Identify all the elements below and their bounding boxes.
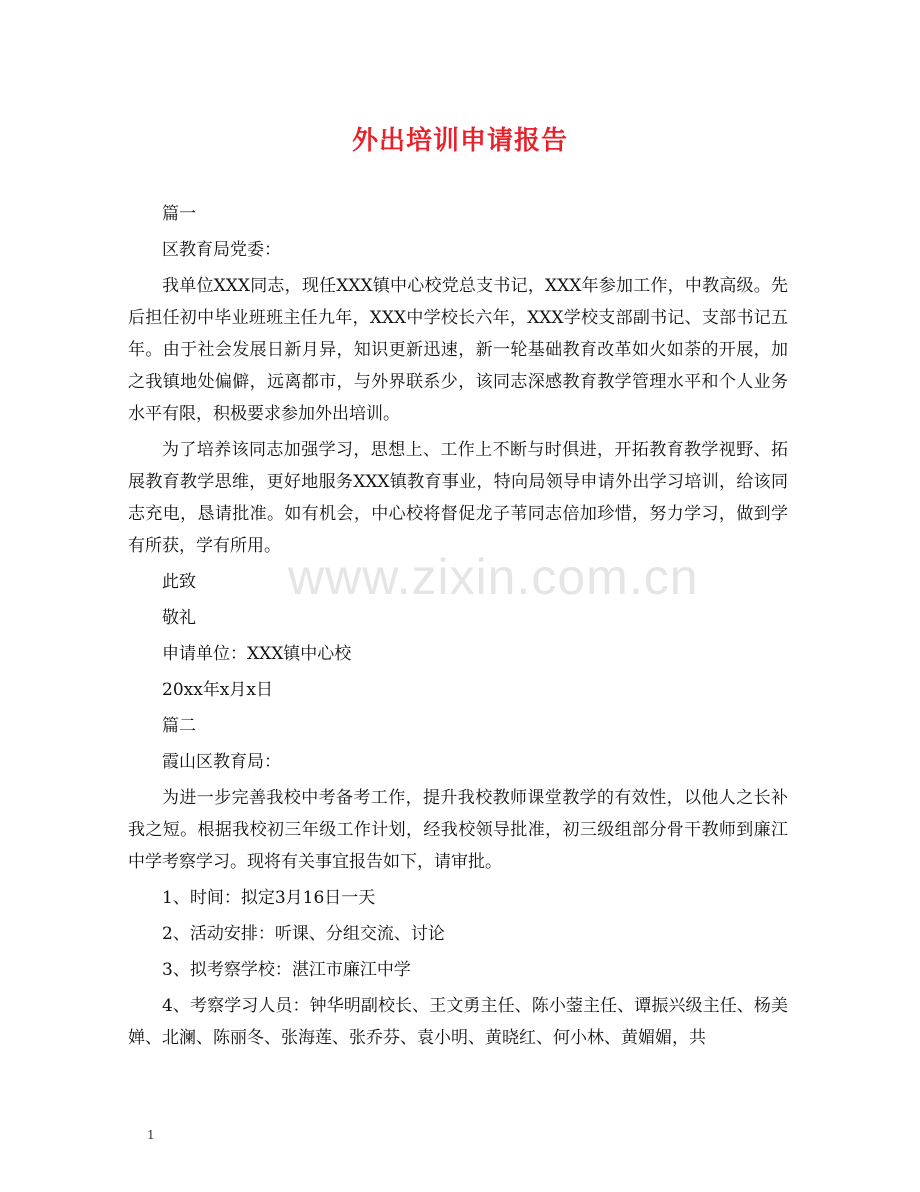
salutation-1: 区教育局党委： <box>162 240 281 260</box>
document-body <box>128 198 788 1054</box>
body-paragraph: 为进一步完善我校中考备考工作，提升我校教师课堂教学的有效性，以他人之长补我之短。根据我校初三年级工作计划，经我校领导批准，初三级组部分骨干教师到廉江中学考察学习。现将有关事宜报告如下，请审批。 <box>128 788 788 872</box>
watermark: www.zixin.com.cn <box>288 549 699 605</box>
list-item: 1、时间：拟定3月16日一天 <box>162 888 376 908</box>
document-title: 外出培训申请报告 <box>351 126 568 156</box>
section-heading-1: 篇一 <box>162 204 196 224</box>
body-paragraph: 我单位XXX同志，现任XXX镇中心校党总支书记，XXX年参加工作，中教高级。先后担任初中毕业班班主任九年，XXX中学校长六年，XXX学校支部副书记、支部书记五年。由于社会发展日新月异，知识更新迅速，新一轮基础教育改革如火如荼的开展，加之我镇地处偏僻，远离都市，与外界联系少，该同志深感教育教学管理水平和个人业务水平有限，积极要求参加外出培训。 <box>128 276 788 424</box>
applicant-unit: 申请单位：XXX镇中心校 <box>162 644 352 664</box>
section-heading-2: 篇二 <box>162 716 196 736</box>
body-paragraph: 为了培养该同志加强学习，思想上、工作上不断与时俱进，开拓教育教学视野、拓展教育教学思维，更好地服务XXX镇教育事业，特向局领导申请外出学习培训，给该同志充电，恳请批准。如有机会，中心校将督促龙子苇同志倍加珍惜，努力学习，做到学有所获，学有所用。 <box>128 440 788 556</box>
closing-line: 此致 <box>162 572 196 592</box>
list-item: 2、活动安排：听课、分组交流、讨论 <box>162 924 445 944</box>
date-line: 20xx年x月x日 <box>162 680 273 700</box>
closing-line: 敬礼 <box>162 608 196 628</box>
list-item: 3、拟考察学校：湛江市廉江中学 <box>162 960 411 980</box>
page-number: 1 <box>147 1128 155 1142</box>
list-item: 4、考察学习人员：钟华明副校长、王文勇主任、陈小蓥主任、谭振兴级主任、杨美婵、北澜、陈丽冬、张海莲、张乔芬、袁小明、黄晓红、何小林、黄媚媚，共 <box>128 996 788 1048</box>
salutation-2: 霞山区教育局： <box>162 752 281 772</box>
